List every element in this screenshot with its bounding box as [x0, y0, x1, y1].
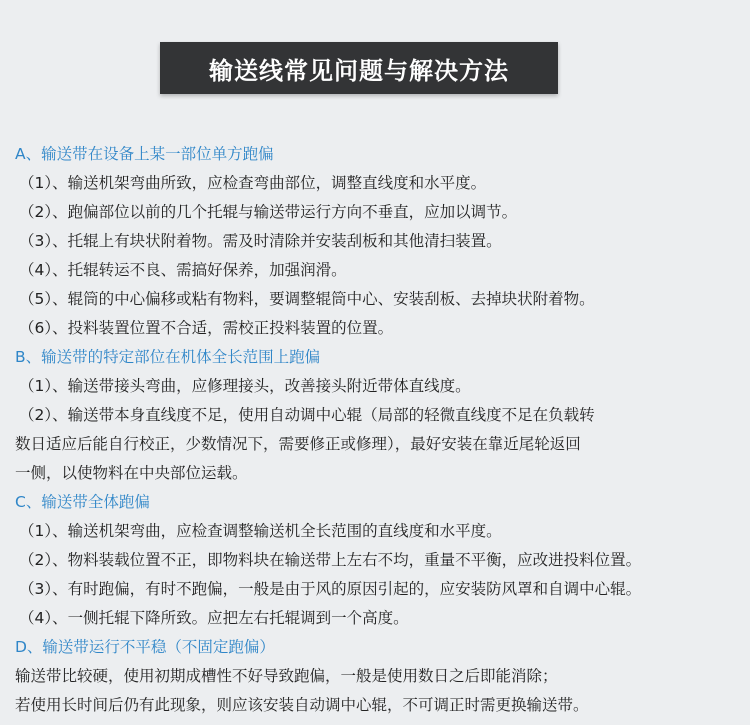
paragraph-line: 输送带比较硬，使用初期成槽性不好导致跑偏，一般是使用数日之后即能消除； [15, 667, 558, 685]
list-item-continuation: 数日适应后能自行校正，少数情况下，需要修正或修理），最好安装在靠近尾轮返回 [15, 435, 581, 453]
list-item: （1）、输送机架弯曲所致，应检查弯曲部位，调整直线度和水平度。 [19, 174, 487, 192]
list-item: （4）、托辊转运不良、需搞好保养，加强润滑。 [19, 261, 347, 279]
list-item: （5）、辊筒的中心偏移或粘有物料，要调整辊筒中心、安装刮板、去掉块状附着物。 [19, 290, 595, 308]
document-body [0, 140, 750, 720]
section-c-heading: C、输送带全体跑偏 [15, 493, 150, 511]
list-item: （6）、投料装置位置不合适，需校正投料装置的位置。 [19, 319, 394, 337]
list-item: （3）、托辊上有块状附着物。需及时清除并安装刮板和其他清扫装置。 [19, 232, 502, 250]
section-d-heading: D、输送带运行不平稳（不固定跑偏） [15, 638, 275, 656]
section-b-heading: B、输送带的特定部位在机体全长范围上跑偏 [15, 348, 321, 366]
list-item: （3）、有时跑偏，有时不跑偏，一般是由于风的原因引起的，应安装防风罩和自调中心辊。 [19, 580, 642, 598]
list-item-continuation: 一侧，以使物料在中央部位运载。 [15, 464, 248, 482]
page-title: 输送线常见问题与解决方法 [160, 42, 558, 94]
list-item: （4）、一侧托辊下降所致。应把左右托辊调到一个高度。 [19, 609, 409, 627]
list-item: （1）、输送带接头弯曲，应修理接头，改善接头附近带体直线度。 [19, 377, 471, 395]
section-a-heading: A、输送带在设备上某一部位单方跑偏 [15, 145, 274, 163]
list-item: （2）、跑偏部位以前的几个托辊与输送带运行方向不垂直，应加以调节。 [19, 203, 518, 221]
list-item: （2）、输送带本身直线度不足，使用自动调中心辊（局部的轻微直线度不足在负载转 [19, 406, 595, 424]
paragraph-line: 若使用长时间后仍有此现象，则应该安装自动调中心辊，不可调正时需更换输送带。 [15, 696, 589, 714]
list-item: （1）、输送机架弯曲，应检查调整输送机全长范围的直线度和水平度。 [19, 522, 502, 540]
list-item: （2）、物料装载位置不正，即物料块在输送带上左右不均，重量不平衡，应改进投料位置。 [19, 551, 642, 569]
